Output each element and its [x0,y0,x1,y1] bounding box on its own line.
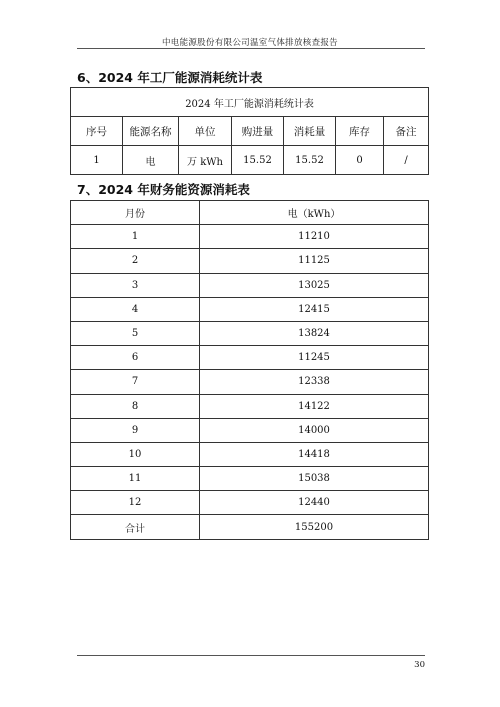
column-header: 能源名称 [123,117,179,146]
table-title: 2024 年工厂能源消耗统计表 [71,88,429,117]
column-header: 消耗量 [284,117,336,146]
footer-divider [77,655,425,656]
table-cell: 12338 [200,370,429,394]
table-row [71,321,429,345]
table-row [71,491,429,515]
table-cell: 14000 [200,418,429,442]
column-header: 序号 [71,117,123,146]
table-cell: 1 [71,146,123,175]
column-header: 购进量 [232,117,284,146]
energy-consumption-table [70,87,429,175]
table-cell: 15.52 [284,146,336,175]
table-cell: 15.52 [232,146,284,175]
table-cell: 0 [336,146,384,175]
table-cell: 万 kWh [179,146,232,175]
monthly-electricity-table [70,200,429,540]
table-cell: 155200 [200,515,429,539]
table-cell: 12415 [200,297,429,321]
table-cell: 11 [71,467,200,491]
table-cell: 13025 [200,273,429,297]
table-cell: 11125 [200,249,429,273]
section-6-heading: 6、2024 年工厂能源消耗统计表 [77,70,263,85]
table-row [71,225,429,249]
table-row [71,418,429,442]
table-cell: 12440 [200,491,429,515]
table-cell: 合计 [71,515,200,539]
page-number: 30 [414,660,425,670]
column-header: 备注 [384,117,429,146]
table-cell: 8 [71,394,200,418]
table-cell: 3 [71,273,200,297]
column-header: 单位 [179,117,232,146]
header-divider [77,48,425,49]
table-cell: 1 [71,225,200,249]
table-cell: 9 [71,418,200,442]
table-row [71,394,429,418]
table-cell: 6 [71,346,200,370]
table-cell: 15038 [200,467,429,491]
table-cell: / [384,146,429,175]
column-header: 月份 [71,201,200,225]
table-cell: 13824 [200,321,429,345]
table-cell: 7 [71,370,200,394]
table-cell: 4 [71,297,200,321]
column-header: 电（kWh） [200,201,429,225]
table-cell: 10 [71,442,200,466]
table-cell: 电 [123,146,179,175]
running-header: 中电能源股份有限公司温室气体排放核查报告 [161,38,338,48]
table-cell: 11245 [200,346,429,370]
table-row [71,146,429,175]
table-cell: 12 [71,491,200,515]
section-7-heading: 7、2024 年财务能资源消耗表 [77,182,250,197]
table-row [71,297,429,321]
column-header: 库存 [336,117,384,146]
table-total-row [71,515,429,539]
table-row [71,467,429,491]
table-cell: 5 [71,321,200,345]
table-cell: 14122 [200,394,429,418]
table-row [71,249,429,273]
table-row [71,273,429,297]
table-cell: 14418 [200,442,429,466]
table-row [71,370,429,394]
table-row [71,442,429,466]
table-cell: 11210 [200,225,429,249]
table-cell: 2 [71,249,200,273]
table-row [71,346,429,370]
